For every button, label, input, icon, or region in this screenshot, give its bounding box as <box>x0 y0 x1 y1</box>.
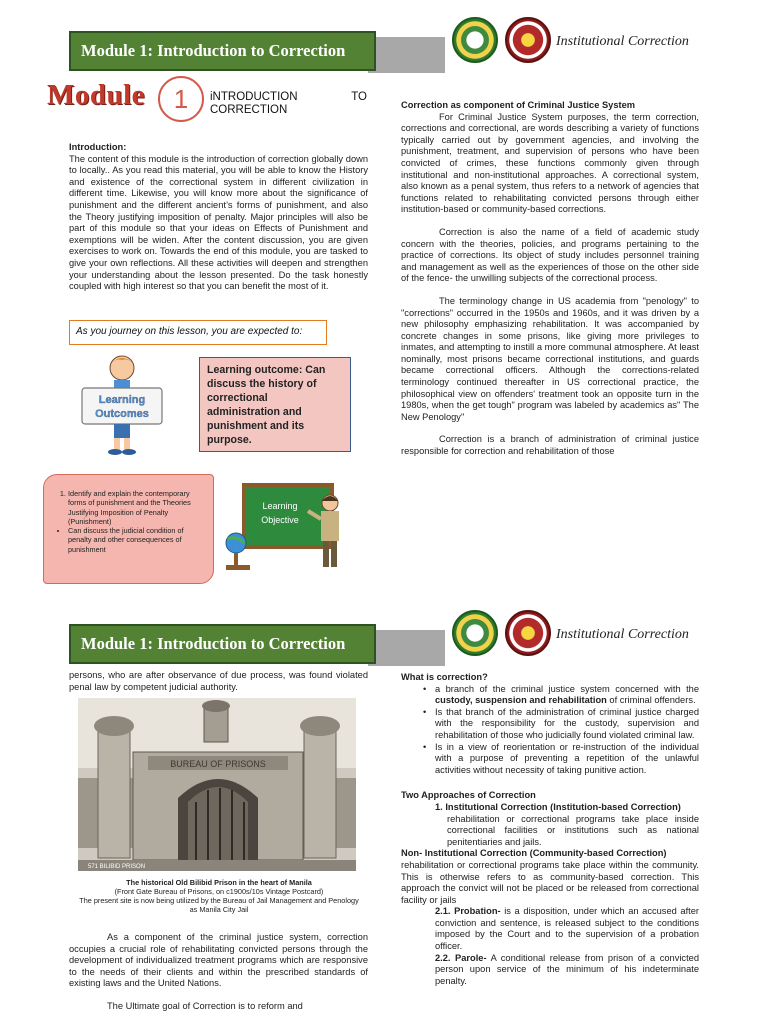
paragraph: Correction is a branch of administration of criminal justice responsible for correction and rehabilitation of those <box>401 434 699 457</box>
learning-objective-illustration <box>224 481 350 573</box>
module-header-title: Module 1: Introduction to Correction <box>69 31 376 71</box>
two-approaches-heading: Two Approaches of Correction <box>401 790 536 801</box>
header-gray-bar <box>368 37 445 73</box>
caption-line: The present site is now being utilized by the Bureau of Jail Management and Penology <box>79 896 359 905</box>
objectives-list <box>54 489 202 554</box>
institutional-correction: 1. Institutional Correction (Institution-based Correction) rehabilitation or correctional programs take place inside correctional facilities or institutions such as national penitentiaries and jails. <box>435 801 699 847</box>
college-seal-icon <box>505 610 551 656</box>
list-item: • a branch of the criminal justice system concerned with the custody, suspension and rehabilitation of criminal offenders. <box>401 684 699 707</box>
board-line-1: Learning <box>262 501 298 511</box>
module-title-left: iNTRODUCTION <box>210 91 298 103</box>
learning-outcomes-illustration <box>78 352 166 456</box>
college-seal-icon <box>505 17 551 63</box>
right-column-page1 <box>401 100 699 469</box>
introduction-body: The content of this module is the introduction of correction globally down to locally.. As you read this material, you will be able to know the History and existence of the correctional system in different civilization in different time. Likewise, you will know more about the significance of punishment and the different ancient’s forms of punishment, and also the Theory justifying imposition of penalty. Major principles will also be part of this module so that your ideas on Effects of Punishment and exemptions will be widen. After the content discussion, you are given exercises to work on. Towards the end of this module, you are tasked to give your own reflections. All these activities will deepen and strengthen your understanding about the lesson presented. Do the task honestly coupled with high interest so that you can benefit the most of it. <box>69 153 368 292</box>
photo-caption <box>69 878 369 914</box>
paragraph: For Criminal Justice System purposes, the term correction, corrections and correctional, are words describing a variety of functions typically carried out by government agencies, and involving the punishment, treatment, and supervision of persons who have been convicted of crimes, these functions commonly given through institutional and non-institutional approaches. A correctional system, also known as a penal system, thus refers to a network of agencies that functions related to rehabilitating convicted persons through either institution-based or community-based corrections. <box>401 111 699 215</box>
module-number: 1 <box>158 76 204 122</box>
what-is-correction-list <box>401 684 699 777</box>
university-seal-icon <box>452 17 498 63</box>
institution-label: Institutional Correction <box>556 627 689 642</box>
right-column-page2 <box>401 672 699 987</box>
parole-item: 2.2. Parole- A conditional release from prison of a convicted person upon service of the minimum of his indeterminate penalty. <box>435 952 699 986</box>
objective-item: 1. Identify and explain the contemporary forms of punishment and the Theories Justifying Imposition of Penalty (Punishment) <box>68 489 202 526</box>
paragraph: As a component of the criminal justice system, correction occupies a crucial role of rehabilitating convicted persons through the development of individualized treatment programs which are responsive to the needs of their clients and within the prescribed standards of existing laws and the United Nations. <box>69 932 368 989</box>
sign-line-1: Learning <box>98 394 146 406</box>
module-title-right: TO <box>351 91 367 103</box>
paragraph: The Ultimate goal of Correction is to reform and <box>107 1000 303 1011</box>
university-seal-icon <box>452 610 498 656</box>
introduction-heading: Introduction: <box>69 142 127 152</box>
section-heading-cjs: Correction as component of Criminal Justice System <box>401 100 636 110</box>
photo-gate-sign: BUREAU OF PRISONS <box>170 759 266 769</box>
objectives-scroll <box>43 474 214 584</box>
caption-line: (Front Gate Bureau of Prisons, on c1900s/10s Vintage Postcard) <box>114 887 324 896</box>
sign-line-2: Outcomes <box>95 408 149 420</box>
what-is-correction-heading: What is correction? <box>401 672 488 682</box>
objective-item: • Can discuss the judicial condition of penalty and other consequences of punishment <box>68 526 202 554</box>
non-institutional-correction: Non- Institutional Correction (Community-based Correction) rehabilitation or correctional programs take place within the community. This is otherwise refers to as community-based correction. This approach the convict will not be placed or be released from correctional facility or jails <box>401 848 699 905</box>
continued-paragraph: persons, who are after observance of due process, was found violated penal law by competent judicial authority. <box>69 670 368 692</box>
probation-item: 2.1. Probation- is a disposition, under which an accused after conviction and sentence, is released subject to the conditions imposed by the Court and to the supervision of a probation officer. <box>435 906 699 952</box>
list-item: • Is that branch of the administration of criminal justice charged with the responsibility for the custody, supervision and rehabilitation of those who judicially found violated criminal law. <box>401 707 699 742</box>
left-column-page2 <box>69 932 368 1024</box>
old-bilibid-prison-photo <box>78 698 356 871</box>
expectations-banner: As you journey on this lesson, you are expected to: <box>69 320 327 345</box>
institution-label: Institutional Correction <box>556 34 689 49</box>
module-title-line2: CORRECTION <box>210 104 288 116</box>
caption-line: as Manila City Jail <box>189 905 249 914</box>
module-word: Module <box>47 79 146 111</box>
module-header-title: Module 1: Introduction to Correction <box>69 624 376 664</box>
photo-corner-label: 571 BILIBID PRISON <box>88 864 146 870</box>
header-gray-bar <box>368 630 445 666</box>
caption-title: The historical Old Bilibid Prison in the heart of Manila <box>126 878 312 887</box>
paragraph: Correction is also the name of a field of academic study concern with the theories, policies, and programs pertaining to the practice of corrections. Its object of study includes personnel training and management as well as the experiences of those on the other side of the fence- the unwilling subjects of the correctional process. <box>401 226 699 284</box>
board-line-2: Objective <box>261 515 299 525</box>
page-2 <box>0 600 768 1024</box>
paragraph: The terminology change in US academia from "penology" to "corrections" occurred in the 1950s and 1960s, and it was driven by a new philosophy emphasizing rehabilitation. It was accompanied by concrete changes in some prisons, like giving more privileges to inmates, and attempting to instill a more communal atmosphere. At least nominally, most prisons became correctional institutions, and guards became correctional officers. Although the corrections-related terminology continued thereafter in US correctional practice, the philosophical view on offenders' treatment took an opposite turn in the 1980s, when the get tough" program was labeled by academics as" The New Penology" <box>401 295 699 422</box>
module-title <box>210 91 367 117</box>
learning-outcome-box: Learning outcome: Can discuss the history of correctional administration and punishment and its purpose. <box>199 357 351 452</box>
list-item: • Is in a view of reorientation or re-instruction of the individual with a purpose of preventing a repetition of the unlawful activities without necessity of taking punitive action. <box>401 742 699 777</box>
introduction-section <box>69 142 368 293</box>
